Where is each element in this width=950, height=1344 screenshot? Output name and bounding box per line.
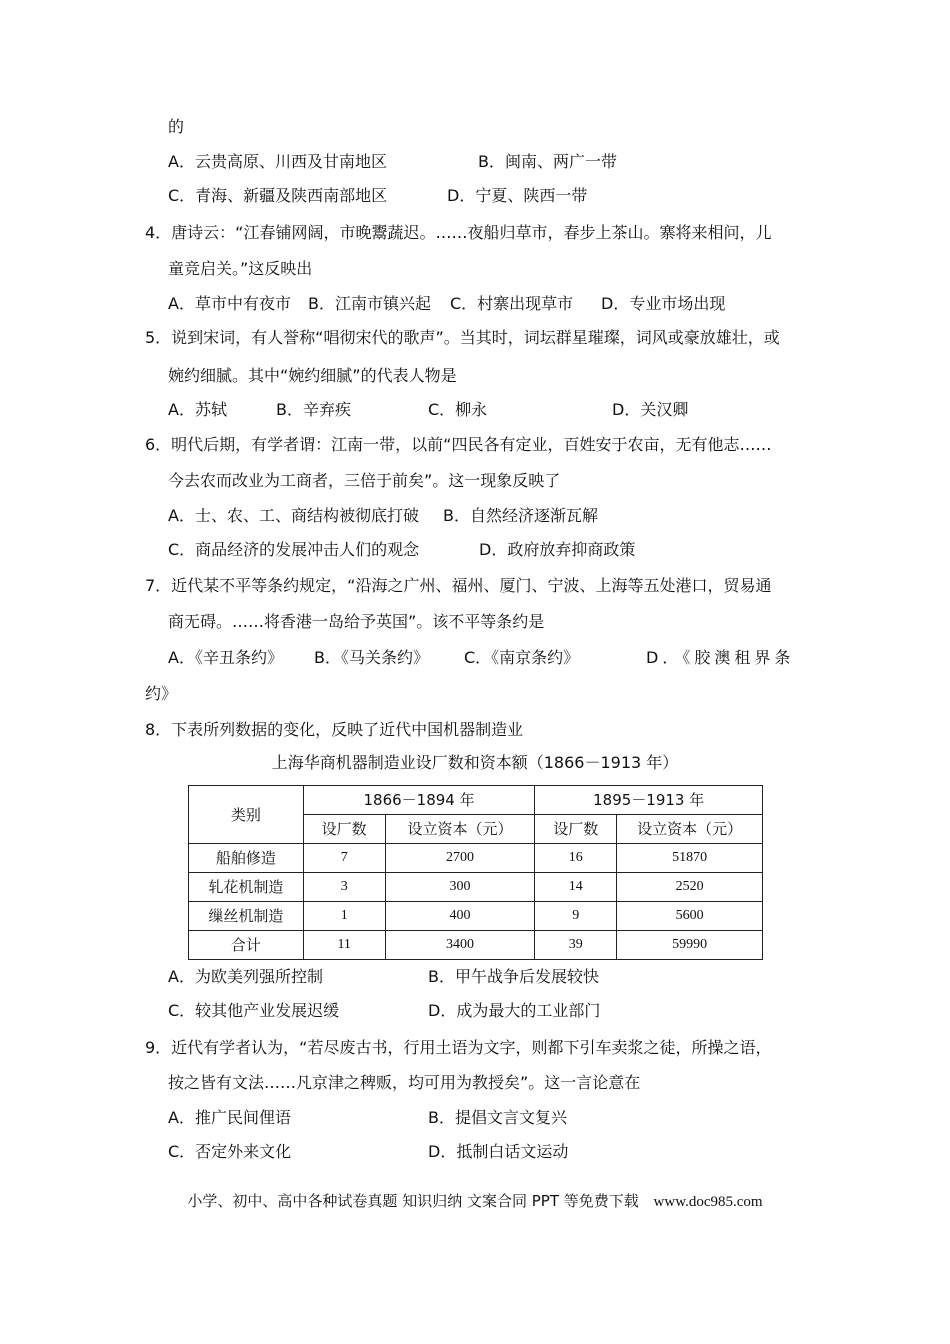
q9-option-a: A．推广民间俚语 xyxy=(168,1108,291,1127)
cell-capital-1: 2700 xyxy=(385,844,535,873)
row-name: 船舶修造 xyxy=(189,844,304,873)
q3-option-a: A．云贵高原、川西及甘南地区 xyxy=(168,152,387,171)
cell-capital-2: 5600 xyxy=(617,902,763,931)
q8-stem-line1: 8．下表所列数据的变化，反映了近代中国机器制造业 xyxy=(145,720,524,739)
q5-option-b: B．辛弃疾 xyxy=(276,400,351,419)
q3-option-b: B．闽南、两广一带 xyxy=(478,152,617,171)
cell-count-2: 14 xyxy=(535,873,617,902)
q6-option-d: D．政府放弃抑商政策 xyxy=(479,540,636,559)
cell-capital-2: 59990 xyxy=(617,931,763,960)
table-row xyxy=(189,902,763,931)
q4-option-b: B．江南市镇兴起 xyxy=(308,294,431,313)
q7-option-d-cont: 约》 xyxy=(145,684,178,703)
header-period-1: 1866－1894 年 xyxy=(303,786,535,815)
q4-option-a: A．草市中有夜市 xyxy=(168,294,291,313)
table-row xyxy=(189,873,763,902)
q8-option-d: D．成为最大的工业部门 xyxy=(428,1001,601,1020)
cell-count-2: 39 xyxy=(535,931,617,960)
q6-stem-line2: 今去农而改业为工商者，三倍于前矣”。这一现象反映了 xyxy=(168,471,561,490)
cell-count-1: 11 xyxy=(303,931,385,960)
q5-option-a: A．苏轼 xyxy=(168,400,227,419)
table-title: 上海华商机器制造业设厂数和资本额（1866－1913 年） xyxy=(271,753,679,772)
q8-option-c: C．较其他产业发展迟缓 xyxy=(168,1001,340,1020)
cell-count-2: 16 xyxy=(535,844,617,873)
q4-stem-line1: 4．唐诗云：“江春铺网阔，市晚鬻蔬迟。……夜船归草市，春步上茶山。寨将来相问，儿 xyxy=(145,223,772,242)
subheader-capital-2: 设立资本（元） xyxy=(617,815,763,844)
q9-option-d: D．抵制白话文运动 xyxy=(428,1142,569,1161)
q9-option-c: C．否定外来文化 xyxy=(168,1142,292,1161)
cell-capital-1: 400 xyxy=(385,902,535,931)
q5-stem-line2: 婉约细腻。其中“婉约细腻”的代表人物是 xyxy=(168,366,457,385)
page-footer xyxy=(0,1191,950,1212)
cell-capital-2: 51870 xyxy=(617,844,763,873)
q5-option-d: D．关汉卿 xyxy=(612,400,689,419)
q4-option-d: D．专业市场出现 xyxy=(601,294,726,313)
q7-stem-line1: 7．近代某不平等条约规定，“沿海之广州、福州、厦门、宁波、上海等五处港口，贸易通 xyxy=(145,576,772,595)
cell-capital-2: 2520 xyxy=(617,873,763,902)
q7-stem-line2: 商无碍。……将香港一岛给予英国”。该不平等条约是 xyxy=(168,612,545,631)
cell-capital-1: 3400 xyxy=(385,931,535,960)
header-period-2: 1895－1913 年 xyxy=(535,786,763,815)
q5-stem-line1: 5．说到宋词，有人誉称“唱彻宋代的歌声”。当其时，词坛群星璀璨，词风或豪放雄壮，或 xyxy=(145,328,780,347)
table-row-total xyxy=(189,931,763,960)
q7-option-d: D．《胶澳租界条 xyxy=(646,648,795,667)
q7-option-b: B．《马关条约》 xyxy=(314,648,429,667)
q6-option-a: A．士、农、工、商结构被彻底打破 xyxy=(168,506,419,525)
q6-option-b: B．自然经济逐渐瓦解 xyxy=(443,506,598,525)
footer-link[interactable]: www.doc985.com xyxy=(653,1194,763,1210)
q3-stem-cont: 的 xyxy=(168,117,185,136)
q9-stem-line2: 按之皆有文法……凡京津之稗贩，均可用为教授矣”。这一言论意在 xyxy=(168,1073,641,1092)
q6-option-c: C．商品经济的发展冲击人们的观念 xyxy=(168,540,420,559)
cell-count-1: 7 xyxy=(303,844,385,873)
row-name: 合计 xyxy=(189,931,304,960)
q4-stem-line2: 童竞启关。”这反映出 xyxy=(168,259,313,278)
footer-text: 小学、初中、高中各种试卷真题 知识归纳 文案合同 PPT 等免费下载 xyxy=(187,1192,639,1210)
q8-option-b: B．甲午战争后发展较快 xyxy=(428,967,599,986)
table-header-row xyxy=(189,786,763,815)
cell-capital-1: 300 xyxy=(385,873,535,902)
q6-stem-line1: 6．明代后期，有学者谓：江南一带，以前“四民各有定业，百姓安于农亩，无有他志…… xyxy=(145,435,772,454)
q5-option-c: C．柳永 xyxy=(428,400,488,419)
cell-count-1: 3 xyxy=(303,873,385,902)
q9-option-b: B．提倡文言文复兴 xyxy=(428,1108,567,1127)
cell-count-1: 1 xyxy=(303,902,385,931)
header-category: 类别 xyxy=(189,786,304,844)
row-name: 轧花机制造 xyxy=(189,873,304,902)
q9-stem-line1: 9．近代有学者认为，“若尽废古书，行用土语为文字，则都下引车卖浆之徒，所操之语， xyxy=(145,1038,772,1057)
row-name: 缫丝机制造 xyxy=(189,902,304,931)
q7-option-a: A．《辛丑条约》 xyxy=(168,648,283,667)
q3-option-d: D．宁夏、陕西一带 xyxy=(447,186,588,205)
q4-option-c: C．村寨出现草市 xyxy=(450,294,574,313)
subheader-count-2: 设厂数 xyxy=(535,815,617,844)
subheader-capital-1: 设立资本（元） xyxy=(385,815,535,844)
data-table xyxy=(188,785,763,960)
q3-option-c: C．青海、新疆及陕西南部地区 xyxy=(168,186,388,205)
q7-option-c: C．《南京条约》 xyxy=(464,648,580,667)
cell-count-2: 9 xyxy=(535,902,617,931)
subheader-count-1: 设厂数 xyxy=(303,815,385,844)
table-row xyxy=(189,844,763,873)
q8-option-a: A．为欧美列强所控制 xyxy=(168,967,323,986)
